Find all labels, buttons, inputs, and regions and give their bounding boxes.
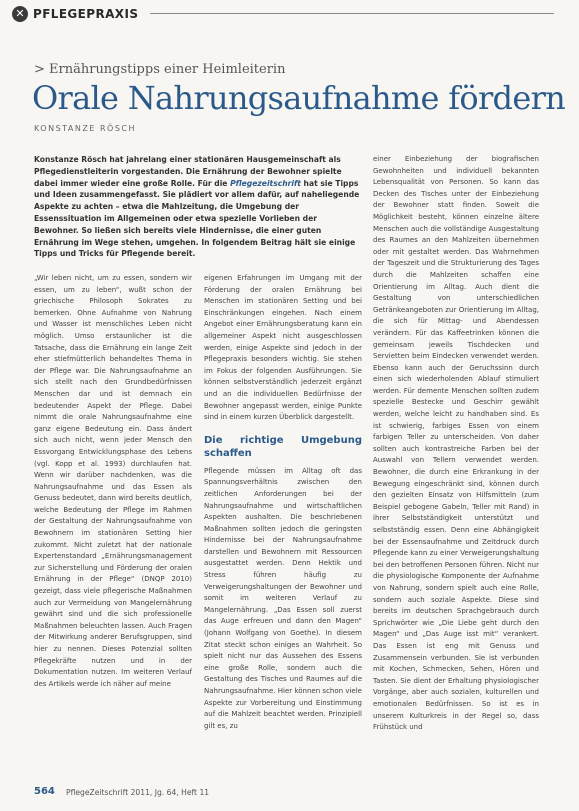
- x-circle-icon: ✕: [12, 6, 28, 22]
- body-paragraph: „Wir leben nicht, um zu essen, sondern wir essen, um zu leben“, wußt schon der griechische Philosoph Sokrates zu bemerken. Ohne Aufnahme von Nahrung und Wasser ist menschliches Leben nicht möglich. Umso erstaunlicher ist die Tatsache, dass die Ernährung ein lange Zeit eher stiefmütterlich behandeltes Thema in der Pflege war. Die Nahrungsaufnahme an sich stellt nach den Grundbedürfnissen Menschen dar und ist demnach ein bedeutender Aspekt der Pflege. Dabei nimmt die orale Nahrungsaufnahme eine ganz eigene Bedeutung ein. Dass ändert sich auch nicht, wenn jeder Mensch den Essvorgang Entwicklungsphase des Lebens (vgl. Kopp et al. 1993) durchlaufen hat. Wenn wir darüber nachdenken, was die Nahrungsaufnahme und das Essen als Genuss bedeutet, dann wird bereits deutlich, welche Bedeutung der Pflege im Rahmen der Gestaltung der Nahrungsaufnahme von Bewohnern im stationären Setting hier zukommt. Nicht zuletzt hat der nationale Expertenstandard „Ernährungsmanagement zur Sicherstellung und Förderung der oralen Ernährung in der Pflege“ (DNQP 2010) gezeigt, dass viele pflegerische Maßnahmen auch zur Vermeidung von Mangelernährung gewährt sind und die sich professionelle Maßnahmen beleuchten lassen. Auch Fragen der Mitwirkung anderer Berufsgruppen, sind hier zu nennen. Dieses Potenzial sollten Pflegekräfte nutzen und in der Dokumentation nutzen. Im weiteren Verlauf des Artikels werde ich näher auf meine: [34, 274, 192, 688]
- journal-reference: PflegeZeitschrift 2011, Jg. 64, Heft 11: [66, 788, 210, 797]
- article-lead: [34, 154, 362, 264]
- article-author: KONSTANZE RÖSCH: [34, 124, 137, 133]
- lead-magazine-name: Pflegezeitschrift: [230, 178, 301, 188]
- page-header: [0, 0, 579, 27]
- article-kicker: > Ernährungstipps einer Heimleiterin: [34, 62, 286, 77]
- article-title: Orale Nahrungsaufnahme fördern: [32, 79, 566, 117]
- body-paragraph: einer Einbeziehung der biografischen Gewohnheiten und individuell bekannten Lebensqualität von Personen. So kann das Decken des Tisches unter der Einbeziehung der Bewohner statt finden. Soweit die Möglichkeit besteht, können einzelne ältere Menschen auch die vollständige Ausgestaltung des Raumes an den Mahlzeiten übernehmen oder mit gestaltet werden. Das Wahrnehmen der Tageszeit und die Strukturierung des Tages durch die Mahlzeiten schaffen eine Orientierung im Alltag. Auch dient die Gestaltung von unterschiedlichen Getränkeangeboten zur Orientierung im Alltag, die sich für Mittag- und Abendessen verändern. Für das Kaffeetrinken können die gemeinsam jeweils Tischdecken und Servietten beim Eindecken verwendet werden. Ebenso kann auch der Geruchssinn durch einen sich wiederholenden Ablauf stimuliert werden. Für demente Menschen sollten zudem spezielle Bestecke und Geschirr gewählt werden, welche leicht zu handhaben sind. Es ist schwierig, farbiges Essen von einem farbigen Teller zu unterscheiden. Von daher sollten auch kontrastreiche Farben bei der Auswahl von Tellern verwendet werden. Bewohner, die durch eine Erkrankung in der Bewegung eingeschränkt sind, können durch den gezielten Einsatz von Hilfsmitteln (zum Beispiel gebogene Gabeln, Teller mit Rand) in ihrer Selbstständigkeit unterstützt und selbstständig essen. Denn eine Abhängigkeit bei der Essensaufnahme und Zeitdruck durch Pflegende kann zu einer Verweigerungshaltung bei den betroffenen Personen führen. Nicht nur die physiologische Komponente der Aufnahme von Nahrung, sondern spielt auch eine Rolle, sondern auch soziale Aspekte. Diese sind bereits im deutschen Sprachgebrauch durch Sprichwörter wie „Die Liebe geht durch den Magen“ und „Das Auge isst mit“ verankert. Das Essen ist eng mit Genuss und Zusammensein verbunden. Sie ist verbunden mit Kochen, Schmecken, Sehen, Hören und Tasten. Sie dient der Erhaltung physiologischer Vorgänge, aber auch sozialen, kulturellen und emotionalen Bedürfnissen. So ist es in unserem Kulturkreis in der Regel so, dass Frühstück und: [373, 155, 539, 732]
- body-paragraph: eigenen Erfahrungen im Umgang mit der Förderung der oralen Ernährung bei Menschen im stationären Setting und bei Einschränkungen eingehen. Nach einem Angebot einer Ernährungsberatung kann ein allgemeiner Aspekt nicht ausgeschlossen werden, einige Aspekte sind jedoch in der Pflegepraxis besonders wichtig. Sie stehen im Fokus der folgenden Ausführungen. Sie können selbstverständlich jederzeit ergänzt und an die individuellen Bedürfnisse der Bewohner angepasst werden, einige Punkte sind in einem kurzen Überblick dargestellt.: [204, 274, 362, 422]
- body-column-2: [204, 273, 362, 780]
- body-paragraph: Pflegende müssen im Alltag oft das Spannungsverhältnis zwischen den zeitlichen Anforderungen bei der Nahrungsaufnahme und wirtschaftlichen Aspekten aushalten. Die beschriebenen Maßnahmen sollten jedoch die geringsten Hindernisse bei der Nahrungsaufnahme darstellen und Bewohnern mit Ressourcen ausgestattet werden. Denn Hektik und Stress führen häufig zu Verweigerungshaltungen der Bewohner und somit im weiteren Verlauf zu Mangelernährung. „Das Essen soll zuerst das Auge erfreuen und dann den Magen“ (Johann Wolfgang von Goethe). In diesem Zitat steckt schon einiges an Wahrheit. So spielt nicht nur das Aussehen des Essens eine große Rolle, sondern auch die Gestaltung des Tisches und Raumes auf die Nahrungsaufnahme. Hier können schon viele Aspekte zur Vorbereitung und Einstimmung auf die Mahlzeit beachtet werden. Prinzipiell gilt es, zu: [204, 466, 362, 730]
- section-label: PFLEGEPRAXIS: [33, 7, 139, 21]
- body-column-3: [373, 154, 539, 780]
- page-footer: [0, 782, 579, 804]
- body-column-1: [34, 273, 192, 780]
- lead-text-end: hat sie Tipps und Ideen zusammengefasst. Sie plädiert vor allem dafür, auf naheliegende Aspekte zu achten – etwa die Mahlzeitung, die Umgebung der Essenssituation im Allgemeinen oder etwa spezielle Vorlieben der Bewohner. So ließen sich bereits viele Hindernisse, die einer guten Ernährung im Wege stehen, umgehen. In folgendem Beitrag hält sie einige Tipps und Tricks für Pflegende bereit.: [34, 178, 360, 259]
- section-subheading: Die richtige Umgebung schaffen: [204, 434, 362, 459]
- page-number: 564: [34, 786, 55, 797]
- header-rule: [150, 13, 554, 14]
- lead-text-start: Konstanze Rösch hat jahrelang einer stationären Hausgemeinschaft als Pflegedienstleiterin vorgestanden. Die Ernährung der Bewohner spielte dabei immer wieder eine große Rolle. Für die: [34, 155, 342, 188]
